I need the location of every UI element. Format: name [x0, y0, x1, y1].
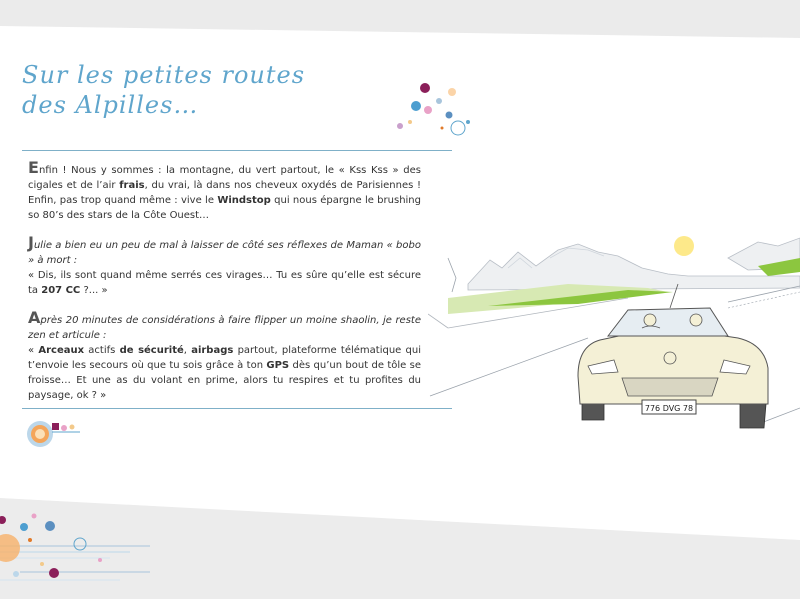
paragraph-1	[28, 160, 421, 223]
italic-text: près 20 minutes de considérations à faire flipper un moine shaolin, je reste zen et articule :	[28, 315, 421, 341]
bold-text: frais	[119, 180, 145, 191]
text: actifs	[84, 345, 120, 356]
bold-text: GPS	[266, 360, 290, 371]
text: partout, plateforme télématique qui t’envoie les secours où que tu sois grâce à ton	[28, 345, 422, 371]
article-body	[28, 160, 421, 415]
text: «	[28, 345, 39, 356]
text: dès qu’un bout de tôle se froisse… Et une as du volant en prime, alors tu respires et tu profites du paysage, ok ? »	[28, 360, 421, 401]
sun-icon	[674, 236, 694, 256]
text: nfin ! Nous y sommes : la montagne, du vert partout, le « Kss Kss » des cigales et de l’air	[28, 165, 421, 191]
title-line-2: des Alpilles…	[22, 91, 199, 119]
circle-badge-icon	[26, 418, 82, 450]
bold-text: 207 CC	[41, 285, 81, 296]
paragraph-2	[28, 235, 421, 298]
paragraph-3	[28, 310, 421, 403]
bottom-rule	[22, 408, 452, 409]
bold-text: de sécurité	[119, 345, 184, 356]
text: ,	[183, 345, 192, 356]
dropcap: E	[28, 158, 39, 177]
windshield	[608, 308, 728, 336]
dropcap: A	[28, 308, 41, 327]
license-plate-text: 776 DVG 78	[644, 404, 694, 413]
text: qui nous épargne le brushing so 80’s des stars de la Côte Ouest…	[28, 195, 421, 221]
top-rule	[22, 150, 452, 151]
confetti-dots-decoration	[392, 80, 476, 140]
title-line-1: Sur les petites routes	[22, 61, 306, 89]
bold-text: Windstop	[217, 195, 271, 206]
page-title	[22, 60, 305, 120]
text: « Dis, ils sont quand même serrés ces virages… Tu es sûre qu’elle est sécure ta	[28, 270, 421, 296]
text: , du vrai, là dans nos cheveux oxydés de Parisiennes ! Enfin, pas trop quand même : vive le	[28, 180, 421, 206]
bold-text: Arceaux	[38, 345, 85, 356]
bold-text: airbags	[191, 345, 234, 356]
sparkle-decoration	[0, 500, 160, 599]
text: ?... »	[80, 285, 108, 296]
dropcap: J	[28, 233, 34, 252]
car-illustration	[428, 228, 800, 440]
italic-text: ulie a bien eu un peu de mal à laisser de côté ses réflexes de Maman « bobo » à mort :	[28, 240, 421, 266]
